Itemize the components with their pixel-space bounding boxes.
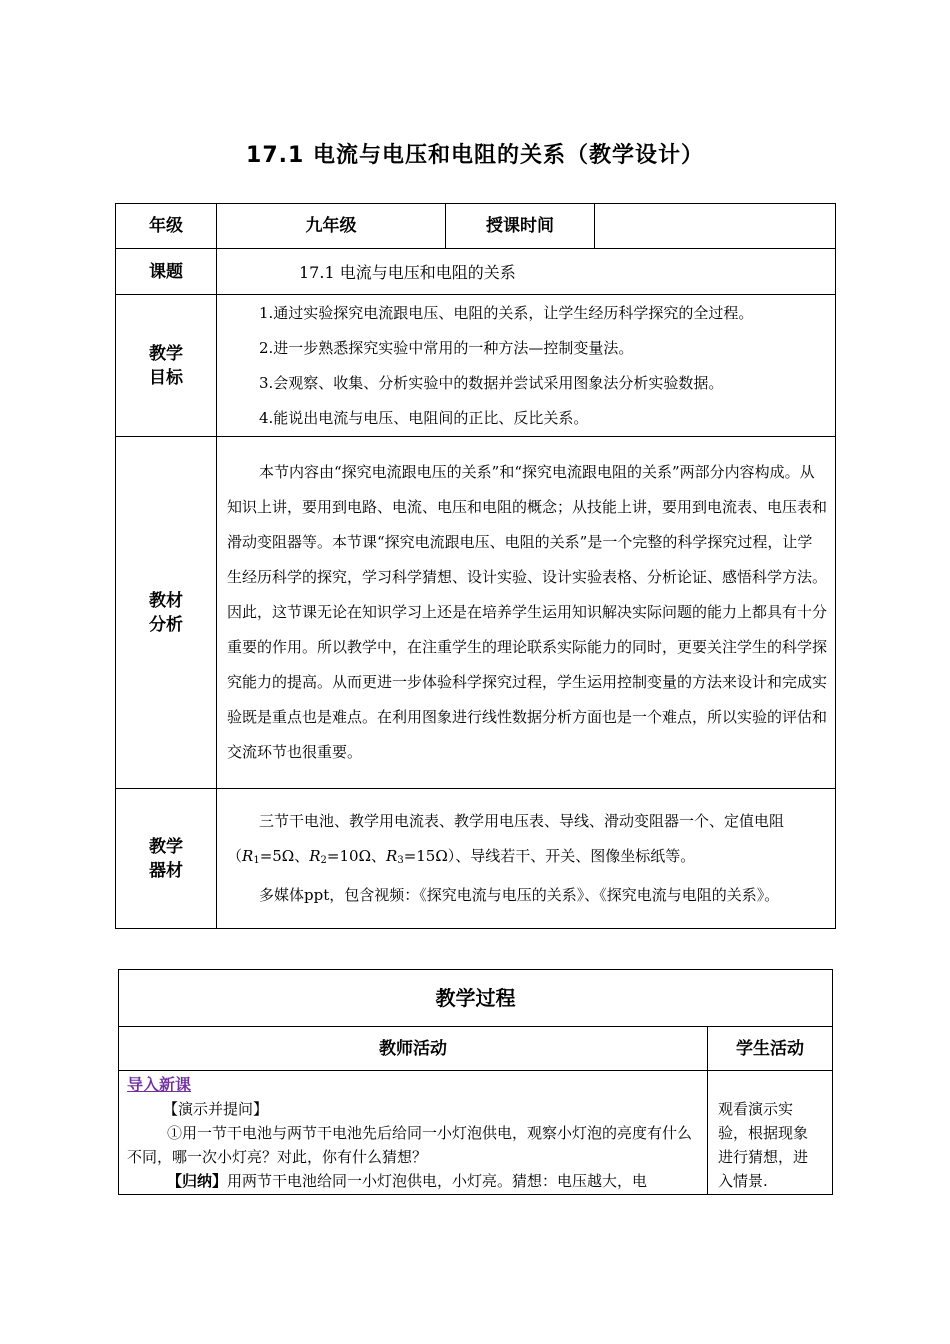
goal-item: 3.会观察、收集、分析实验中的数据并尝试采用图象法分析实验数据。 (259, 373, 724, 392)
summary-text: 用两节干电池给同一小灯泡供电，小灯亮。猜想：电压越大，电 (227, 1172, 648, 1190)
summary-label: 【归纳】 (167, 1172, 228, 1190)
summary-paragraph (119, 1169, 697, 1193)
student-activity-text: 观看演示实验，根据现象进行猜想，进入情景. (718, 1100, 809, 1190)
document-title: 17.1 电流与电压和电阻的关系（教学设计） (246, 143, 704, 168)
equipment-label-line2: 器材 (149, 860, 183, 881)
section-link-intro[interactable]: 导入新课 (127, 1075, 192, 1094)
r1-symbol: R (242, 847, 254, 865)
demo-text: ①用一节干电池与两节干电池先后给同一小灯泡供电，观察小灯泡的亮度有什么不同，哪一次小灯亮？对此，你有什么猜想？ (127, 1124, 693, 1166)
demo-label: 【演示并提问】 (163, 1100, 269, 1118)
student-activity-header: 学生活动 (708, 1027, 833, 1071)
r3-symbol: R (386, 847, 398, 865)
r1-value: =5Ω、 (259, 847, 310, 865)
goal-item: 1.通过实验探究电流跟电压、电阻的关系，让学生经历科学探究的全过程。 (259, 303, 754, 322)
analysis-label (116, 437, 217, 789)
process-title-row (119, 970, 833, 1027)
goals-content (217, 295, 836, 437)
process-title: 教学过程 (119, 970, 833, 1027)
goals-label-line2: 目标 (149, 367, 183, 388)
r3-value: =15Ω）、导线若干、开关、图像坐标纸等。 (403, 847, 696, 865)
teacher-activity-header: 教师活动 (119, 1027, 708, 1071)
time-value (595, 204, 836, 249)
topic-value: 17.1 电流与电压和电阻的关系 (217, 249, 836, 295)
grade-row (116, 204, 836, 249)
time-label: 授课时间 (446, 204, 595, 249)
student-activity-cell (708, 1071, 833, 1195)
analysis-row (116, 437, 836, 789)
equipment-content (217, 789, 836, 929)
process-header-row (119, 1027, 833, 1071)
grade-value: 九年级 (217, 204, 446, 249)
goal-item: 2.进一步熟悉探究实验中常用的一种方法—控制变量法。 (259, 338, 634, 357)
equipment-text-start: 三节干电池、教学用电流表、教学用电压表、导线、滑动变阻器一个、定值电阻（ (227, 812, 785, 865)
goals-label (116, 295, 217, 437)
r3-subscript: 3 (397, 855, 404, 866)
goals-label-line1: 教学 (149, 343, 183, 364)
teaching-process-table (118, 969, 833, 1195)
r2-symbol: R (309, 847, 321, 865)
analysis-text: 本节内容由“探究电流跟电压的关系”和“探究电流跟电阻的关系”两部分内容构成。从知识上讲，要用到电路、电流、电压和电阻的概念；从技能上讲，要用到电流表、电压表和滑动变阻器等。本节课“探究电流跟电压、电阻的关系”是一个完整的科学探究过程，让学生经历科学的探究，学习科学猜想、设计实验、设计实验表格、分析论证、感悟科学方法。因此，这节课无论在知识学习上还是在培养学生运用知识解决实际问题的能力上都具有十分重要的作用。所以教学中，在注重学生的理论联系实际能力的同时，更要关注学生的科学探究能力的提高。从而更进一步体验科学探究过程，学生运用控制变量的方法来设计和完成实验既是重点也是难点。在利用图象进行线性数据分析方面也是一个难点，所以实验的评估和交流环节也很重要。 (227, 463, 828, 761)
topic-label: 课题 (116, 249, 217, 295)
grade-label: 年级 (116, 204, 217, 249)
r2-value: =10Ω、 (326, 847, 387, 865)
equipment-label (116, 789, 217, 929)
analysis-content (217, 437, 836, 789)
equipment-row (116, 789, 836, 929)
goal-item: 4.能说出电流与电压、电阻间的正比、反比关系。 (259, 408, 589, 427)
media-list: 多媒体ppt，包含视频：《探究电流与电压的关系》、《探究电流与电阻的关系》。 (259, 886, 780, 904)
equipment-list (227, 804, 827, 878)
teacher-activity-cell (119, 1071, 708, 1195)
topic-row (116, 249, 836, 295)
analysis-label-line2: 分析 (149, 614, 183, 635)
goals-row (116, 295, 836, 437)
intro-row (119, 1071, 833, 1195)
equipment-label-line1: 教学 (149, 836, 183, 857)
r1-subscript: 1 (253, 855, 260, 866)
analysis-label-line1: 教材 (149, 590, 183, 611)
lesson-info-table (115, 203, 836, 929)
r2-subscript: 2 (320, 855, 327, 866)
